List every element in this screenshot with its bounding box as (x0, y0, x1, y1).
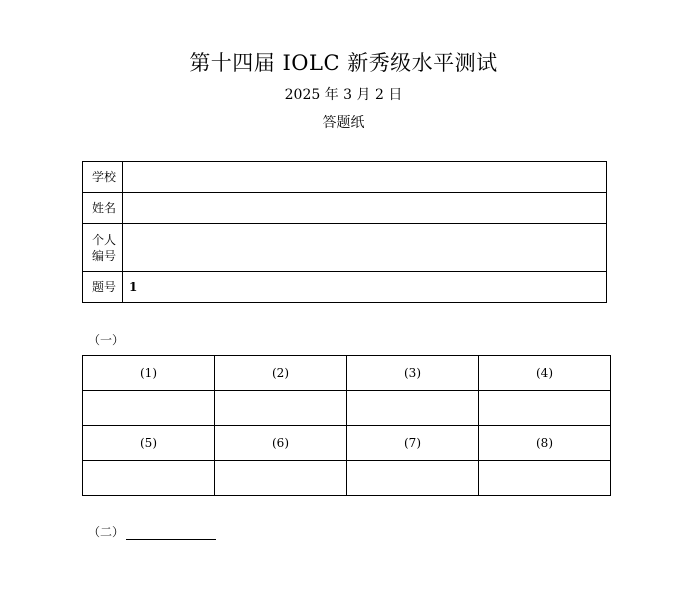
answer-number-cell: (5) (83, 426, 215, 461)
section-two-label: （二） (88, 525, 125, 539)
answer-header-row (83, 356, 611, 391)
id-label-line1: 个人 (92, 232, 117, 247)
school-row (83, 162, 607, 193)
answer-input-row (83, 391, 611, 426)
answer-number-cell: (8) (479, 426, 611, 461)
document-title: 第十四届 IOLC 新秀级水平测试 (189, 51, 498, 75)
student-info-table (82, 161, 607, 303)
question-row (83, 272, 607, 303)
question-label: 题号 (83, 272, 123, 303)
id-label (83, 224, 123, 272)
name-row (83, 193, 607, 224)
answer-number-cell: (2) (215, 356, 347, 391)
section-one-answer-grid (82, 355, 611, 496)
answer-field[interactable] (83, 391, 215, 426)
answer-field[interactable] (215, 391, 347, 426)
exam-date: 2025 年 3 月 2 日 (284, 87, 403, 103)
school-label: 学校 (83, 162, 123, 193)
answer-field[interactable] (479, 391, 611, 426)
answer-input-row (83, 461, 611, 496)
id-field[interactable] (123, 224, 607, 272)
section-one-label: （一） (88, 333, 125, 347)
document-subtitle: 答题纸 (322, 115, 365, 131)
answer-number-cell: (4) (479, 356, 611, 391)
question-number: 1 (123, 272, 607, 303)
school-field[interactable] (123, 162, 607, 193)
answer-field[interactable] (83, 461, 215, 496)
section-two (88, 524, 216, 540)
answer-number-cell: (1) (83, 356, 215, 391)
answer-field[interactable] (347, 461, 479, 496)
answer-number-cell: (6) (215, 426, 347, 461)
answer-number-cell: (7) (347, 426, 479, 461)
name-label: 姓名 (83, 193, 123, 224)
answer-field[interactable] (347, 391, 479, 426)
id-row (83, 224, 607, 272)
answer-field[interactable] (215, 461, 347, 496)
answer-field[interactable] (479, 461, 611, 496)
answer-header-row (83, 426, 611, 461)
section-two-answer-line[interactable] (126, 527, 216, 540)
name-field[interactable] (123, 193, 607, 224)
answer-number-cell: (3) (347, 356, 479, 391)
id-label-line2: 编号 (92, 248, 117, 263)
